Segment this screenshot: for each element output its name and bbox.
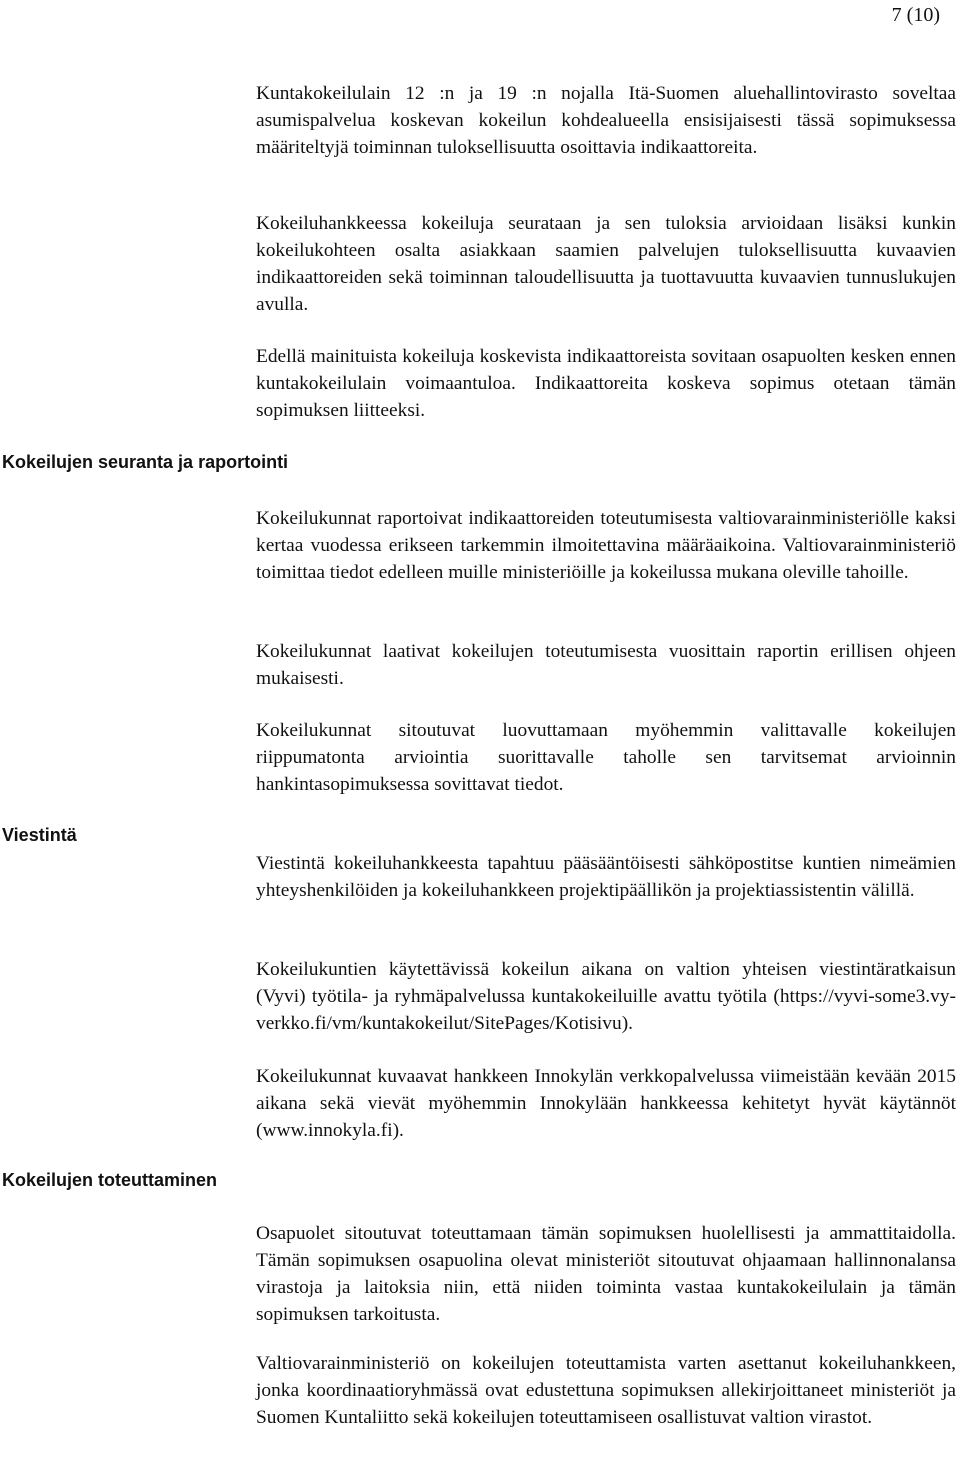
- section-heading-monitoring-reporting: Kokeilujen seuranta ja raportointi: [2, 452, 289, 472]
- paragraph-vyvi-workspace: Kokeilukuntien käytettävissä kokeilun aikana on valtion yhteisen viestintäratkaisun (Vyvi) työtila- ja ryhmäpalvelussa kuntakokeiluille avattu työtila (https://vyvi-some3.vy-verkko.fi/vm/kuntakokeilut/SitePages/Kotisivu).: [256, 959, 956, 1034]
- section-heading-implementation: Kokeilujen toteuttaminen: [2, 1170, 218, 1190]
- paragraph-monitoring: Kokeiluhankkeessa kokeiluja seurataan ja sen tuloksia arvioidaan lisäksi kunkin kokeilukohteen osalta asiakkaan saamien palvelujen tuloksellisuutta kuvaavien indikaattoreiden sekä toiminnan taloudellisuutta ja tuottavuutta kuvaavien tunnuslukujen avulla.: [256, 213, 956, 315]
- page-number: 7 (10): [891, 4, 940, 26]
- paragraph-reporting-schedule: Kokeilukunnat raportoivat indikaattoreiden toteutumisesta valtiovarainministeriölle kaksi kertaa vuodessa erikseen tarkemmin ilmoitettavina määräaikoina. Valtiovarainministeriö toimittaa tiedot edelleen muille ministeriöille ja kokeilussa mukana oleville tahoille.: [256, 508, 956, 583]
- paragraph-evaluation-data: Kokeilukunnat sitoutuvat luovuttamaan myöhemmin valittavalle kokeilujen riippumatonta arviointia suorittavalle taholle sen tarvitsemat arvioinnin hankintasopimuksessa sovittavat tiedot.: [256, 720, 956, 795]
- paragraph-indicator-agreement: Edellä mainituista kokeiluja koskevista indikaattoreista sovitaan osapuolten kesken ennen kuntakokeilulain voimaantuloa. Indikaattoreita koskeva sopimus otetaan tämän sopimuksen liitteeksi.: [256, 346, 956, 421]
- paragraph-coordination-group: Valtiovarainministeriö on kokeilujen toteuttamista varten asettanut kokeiluhankkeen, jonka koordinaatioryhmässä ovat edustettuna sopimuksen allekirjoittaneet ministeriöt ja Suomen Kuntaliitto sekä kokeilujen toteuttamiseen osallistuvat valtion virastot.: [256, 1353, 956, 1428]
- section-heading-communication: Viestintä: [2, 825, 77, 845]
- paragraph-indicators-basis: Kuntakokeilulain 12 :n ja 19 :n nojalla Itä-Suomen aluehallintovirasto soveltaa asumispalvelua koskevan kokeilun kohdealueella ensisijaisesti tässä sopimuksessa määriteltyjä toiminnan tuloksellisuutta osoittavia indikaattoreita.: [256, 83, 956, 158]
- paragraph-innokyla: Kokeilukunnat kuvaavat hankkeen Innokylän verkkopalvelussa viimeistään kevään 2015 aikana sekä vievät myöhemmin Innokylään hankkeessa kehitetyt hyvät käytännöt (www.innokyla.fi).: [256, 1066, 956, 1141]
- paragraph-annual-report: Kokeilukunnat laativat kokeilujen toteutumisesta vuosittain raportin erillisen ohjeen mukaisesti.: [256, 641, 956, 689]
- paragraph-parties-commitment: Osapuolet sitoutuvat toteuttamaan tämän sopimuksen huolellisesti ja ammattitaidolla. Tämän sopimuksen osapuolina olevat ministeriöt sitoutuvat ohjaamaan hallinnonalansa virastoja ja laitoksia niin, että niiden toiminta vastaa kuntakokeilulain ja tämän sopimuksen tarkoitusta.: [256, 1223, 956, 1325]
- paragraph-communication-email: Viestintä kokeiluhankkeesta tapahtuu pääsääntöisesti sähköpostitse kuntien nimeämien yhteyshenkilöiden ja kokeiluhankkeen projektipäällikön ja projektiassistentin välillä.: [256, 853, 956, 901]
